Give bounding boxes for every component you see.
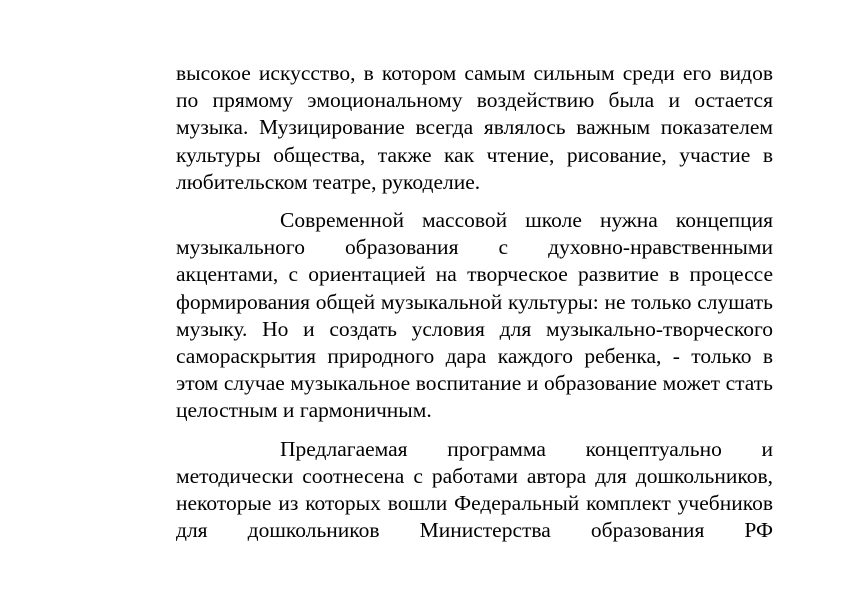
paragraph-2: Современной массовой школе нужна концепция музыкального образования с духовно-нравственными акцентами, с ориентацией на творческое развитие в процессе формирования общей музыкальной культуры: не только слушать музыку. Но и создать условия для музыкально-творческого самораскрытия природного дара каждого ребенка, - только в этом случае музыкальное воспитание и образование может стать целостным и гармоничным. (176, 208, 773, 423)
body-text (176, 60, 773, 544)
paragraph-1: высокое искусство, в котором самым сильным среди его видов по прямому эмоциональному воздействию была и остается музыка. Музицирование всегда являлось важным показателем культуры общества, также как чтение, рисование, участие в любительском театре, рукоделие. (176, 61, 773, 194)
paragraph-3: Предлагаемая программа концептуально и методически соотнесена с работами автора для дошкольников, некоторые из которых вошли Федеральный комплект учебников для дошкольников Министерства образования РФ (176, 436, 773, 543)
